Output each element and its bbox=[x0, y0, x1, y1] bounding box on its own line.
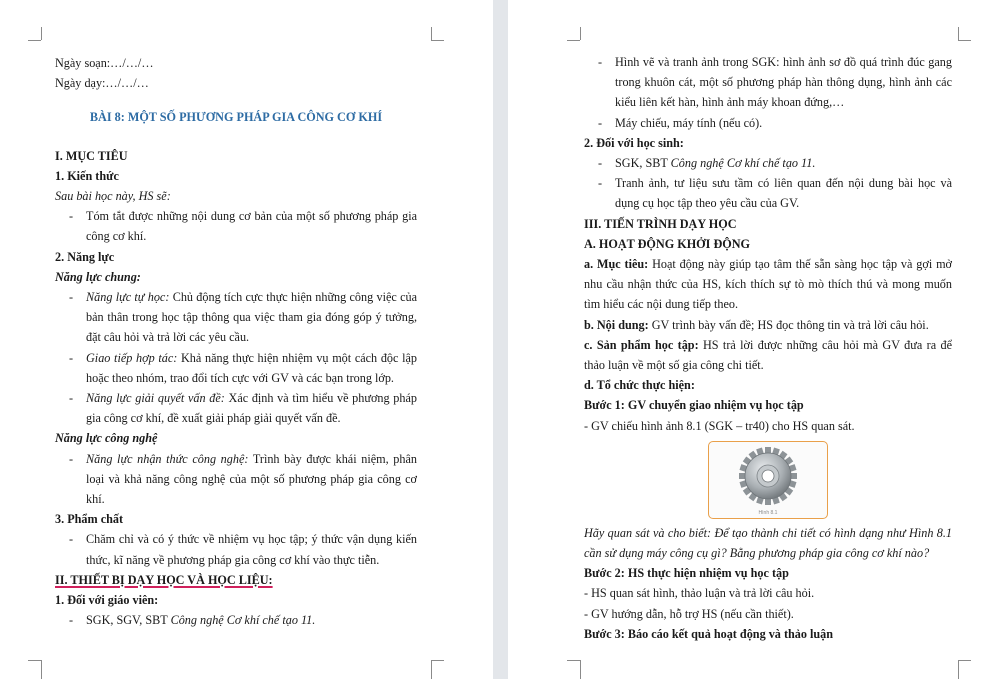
document-page-2 bbox=[508, 0, 1001, 679]
nlcn-label: Năng lực nhận thức công nghệ: bbox=[86, 451, 249, 466]
noi-dung-paragraph bbox=[584, 315, 952, 335]
kien-thuc-item: Tóm tắt được những nội dung cơ bản của một số phương pháp gia công cơ khí. bbox=[86, 209, 417, 244]
heading-doi-voi-hs: 2. Đối với học sinh: bbox=[584, 135, 684, 150]
crop-mark bbox=[958, 660, 971, 661]
pham-chat-item: Chăm chỉ và có ý thức về nhiệm vụ học tập; ý thức vận dụng kiến thức, kĩ năng về phương pháp gia công cơ khí vào thực tiễn. bbox=[86, 532, 417, 567]
crop-mark bbox=[958, 27, 959, 40]
heading-doi-voi-gv: 1. Đối với giáo viên: bbox=[55, 593, 159, 608]
buoc-1-heading: Bước 1: GV chuyển giao nhiệm vụ học tập bbox=[584, 398, 804, 413]
buoc-1-line: - GV chiếu hình ảnh 8.1 (SGK – tr40) cho HS quan sát. bbox=[584, 418, 855, 433]
page-2-content bbox=[584, 52, 952, 644]
crop-mark bbox=[28, 660, 41, 661]
nlc1-text: Chủ động tích cực thực hiện những công việc của bản thân trong học tập thông qua việc tham gia đóng góp ý tưởng, đặt câu hỏi và trả lời các yêu cầu. bbox=[86, 290, 417, 345]
crop-mark bbox=[431, 40, 444, 41]
crop-mark bbox=[41, 27, 42, 40]
san-pham-paragraph bbox=[584, 335, 952, 375]
nlc3-text: Xác định và tìm hiểu về phương pháp gia công cơ khí, đề xuất giải pháp giải quyết vấn đề. bbox=[86, 391, 417, 426]
nang-luc-chung: Năng lực chung: bbox=[55, 269, 141, 284]
nlc2-text: Khả năng thực hiện nhiệm vụ một cách độc lập hoặc theo nhóm, trao đổi tích cực với GV và các bạn trong lớp. bbox=[86, 350, 417, 385]
buoc-2-line-2: - GV hướng dẫn, hỗ trợ HS (nếu cần thiết). bbox=[584, 606, 794, 621]
crop-mark bbox=[431, 27, 432, 40]
list-item bbox=[584, 173, 952, 213]
bullet-dash: - bbox=[69, 209, 74, 224]
gv-item-book: Công nghệ Cơ khí chế tạo 11. bbox=[170, 613, 316, 628]
noi-dung-text: GV trình bày vấn đề; HS đọc thông tin và trả lời câu hỏi. bbox=[648, 317, 929, 332]
figure-caption: Hình 8.1 bbox=[758, 509, 778, 516]
crop-mark bbox=[431, 660, 432, 679]
list-item bbox=[55, 449, 417, 510]
list-item bbox=[55, 388, 417, 428]
heading-muc-tieu: I. MỤC TIÊU bbox=[55, 148, 128, 163]
list-item bbox=[584, 52, 952, 113]
hs-item-1-book: Công nghệ Cơ khí chế tạo 11. bbox=[670, 156, 816, 171]
bullet-dash: - bbox=[69, 290, 74, 305]
question-text: Hãy quan sát và cho biết: Để tạo thành chi tiết có hình dạng như Hình 8.1 cần sử dụng máy công cụ gì? Bằng phương pháp gia công cơ khí nào? bbox=[584, 525, 952, 561]
nlcn-text: Trình bày được khái niệm, phân loại và khả năng công nghệ của một số phương pháp gia công cơ khí. bbox=[86, 451, 417, 507]
crop-mark bbox=[580, 27, 581, 40]
buoc-2-line-1: - HS quan sát hình, thảo luận và trả lời câu hỏi. bbox=[584, 586, 815, 601]
gv-item-3: Máy chiếu, máy tính (nếu có). bbox=[615, 115, 763, 130]
kien-thuc-intro: Sau bài học này, HS sẽ: bbox=[55, 189, 171, 204]
crop-mark bbox=[567, 40, 580, 41]
bullet-dash: - bbox=[598, 176, 603, 191]
bullet-dash: - bbox=[69, 451, 74, 466]
bullet-dash: - bbox=[69, 350, 74, 365]
page-gutter bbox=[493, 0, 508, 679]
heading-khoi-dong: A. HOẠT ĐỘNG KHỞI ĐỘNG bbox=[584, 236, 751, 251]
crop-mark bbox=[431, 660, 444, 661]
crop-mark bbox=[958, 40, 971, 41]
list-item bbox=[584, 153, 952, 173]
crop-mark bbox=[41, 660, 42, 679]
heading-nang-luc: 2. Năng lực bbox=[55, 249, 115, 264]
muc-tieu-label: a. Mục tiêu: bbox=[584, 257, 649, 272]
lesson-title: BÀI 8: MỘT SỐ PHƯƠNG PHÁP GIA CÔNG CƠ KHÍ bbox=[89, 110, 383, 125]
heading-pham-chat: 3. Phẩm chất bbox=[55, 512, 124, 527]
crop-mark bbox=[580, 660, 581, 679]
heading-thiet-bi-text: II. THIẾT BỊ DẠY HỌC VÀ HỌC LIỆU: bbox=[55, 572, 273, 587]
muc-tieu-paragraph bbox=[584, 254, 952, 315]
figure-8-1 bbox=[708, 441, 828, 519]
bullet-dash: - bbox=[598, 115, 603, 130]
hs-item-1-prefix: SGK, SBT bbox=[615, 156, 671, 171]
gv-item-prefix: SGK, SGV, SBT bbox=[86, 613, 171, 628]
heading-thiet-bi bbox=[55, 570, 417, 590]
list-item bbox=[55, 287, 417, 348]
heading-kien-thuc: 1. Kiến thức bbox=[55, 168, 119, 183]
noi-dung-label: b. Nội dung: bbox=[584, 317, 649, 332]
page-1-content bbox=[55, 53, 417, 630]
nlc3-label: Năng lực giải quyết vấn đề: bbox=[86, 391, 225, 406]
list-item bbox=[55, 348, 417, 388]
bullet-dash: - bbox=[598, 156, 603, 171]
ngay-soan: Ngày soạn:…/…/… bbox=[55, 56, 154, 70]
crop-mark bbox=[567, 660, 580, 661]
nlc1-label: Năng lực tự học: bbox=[86, 290, 170, 305]
nlc2-label: Giao tiếp hợp tác: bbox=[86, 350, 178, 365]
buoc-3-heading: Bước 3: Báo cáo kết quả hoạt động và thảo luận bbox=[584, 626, 834, 641]
buoc-2-heading: Bước 2: HS thực hiện nhiệm vụ học tập bbox=[584, 566, 789, 581]
muc-tieu-text: Hoạt động này giúp tạo tâm thế sẵn sàng học tập và gợi mở nhu cầu nhận thức của HS, kích thích sự tò mò thích thú và mong muốn tìm hiểu các nội dung tiếp theo. bbox=[584, 257, 952, 312]
san-pham-label: c. Sản phẩm học tập: bbox=[584, 337, 699, 352]
bullet-dash: - bbox=[598, 55, 603, 69]
list-item bbox=[55, 529, 417, 569]
gv-item-2: Hình vẽ và tranh ảnh trong SGK: hình ảnh sơ đồ quá trình đúc gang trong khuôn cát, một số phương pháp hàn thông dụng, hình ảnh các kiểu liên kết hàn, hình ảnh máy khoan đứng,… bbox=[615, 55, 952, 110]
list-item bbox=[584, 113, 952, 133]
list-item bbox=[55, 206, 417, 246]
document-page-1 bbox=[0, 0, 493, 679]
bullet-dash: - bbox=[69, 613, 74, 628]
nang-luc-cong-nghe: Năng lực công nghệ bbox=[55, 431, 158, 446]
hs-item-2: Tranh ảnh, tư liệu sưu tầm có liên quan đến nội dung bài học và dụng cụ học tập theo yêu cầu của GV. bbox=[615, 176, 952, 211]
san-pham-text: HS trả lời được những câu hỏi mà GV đưa ra để thảo luận về một số gia công chi tiết. bbox=[584, 337, 952, 373]
gear-image bbox=[733, 444, 803, 506]
ngay-day: Ngày dạy:…/…/… bbox=[55, 76, 149, 91]
crop-mark bbox=[958, 660, 959, 679]
to-chuc-heading: d. Tổ chức thực hiện: bbox=[584, 378, 695, 393]
bullet-dash: - bbox=[69, 391, 74, 406]
bullet-dash: - bbox=[69, 532, 74, 547]
crop-mark bbox=[28, 40, 41, 41]
heading-tien-trinh: III. TIẾN TRÌNH DẠY HỌC bbox=[584, 216, 737, 231]
list-item bbox=[55, 610, 417, 630]
